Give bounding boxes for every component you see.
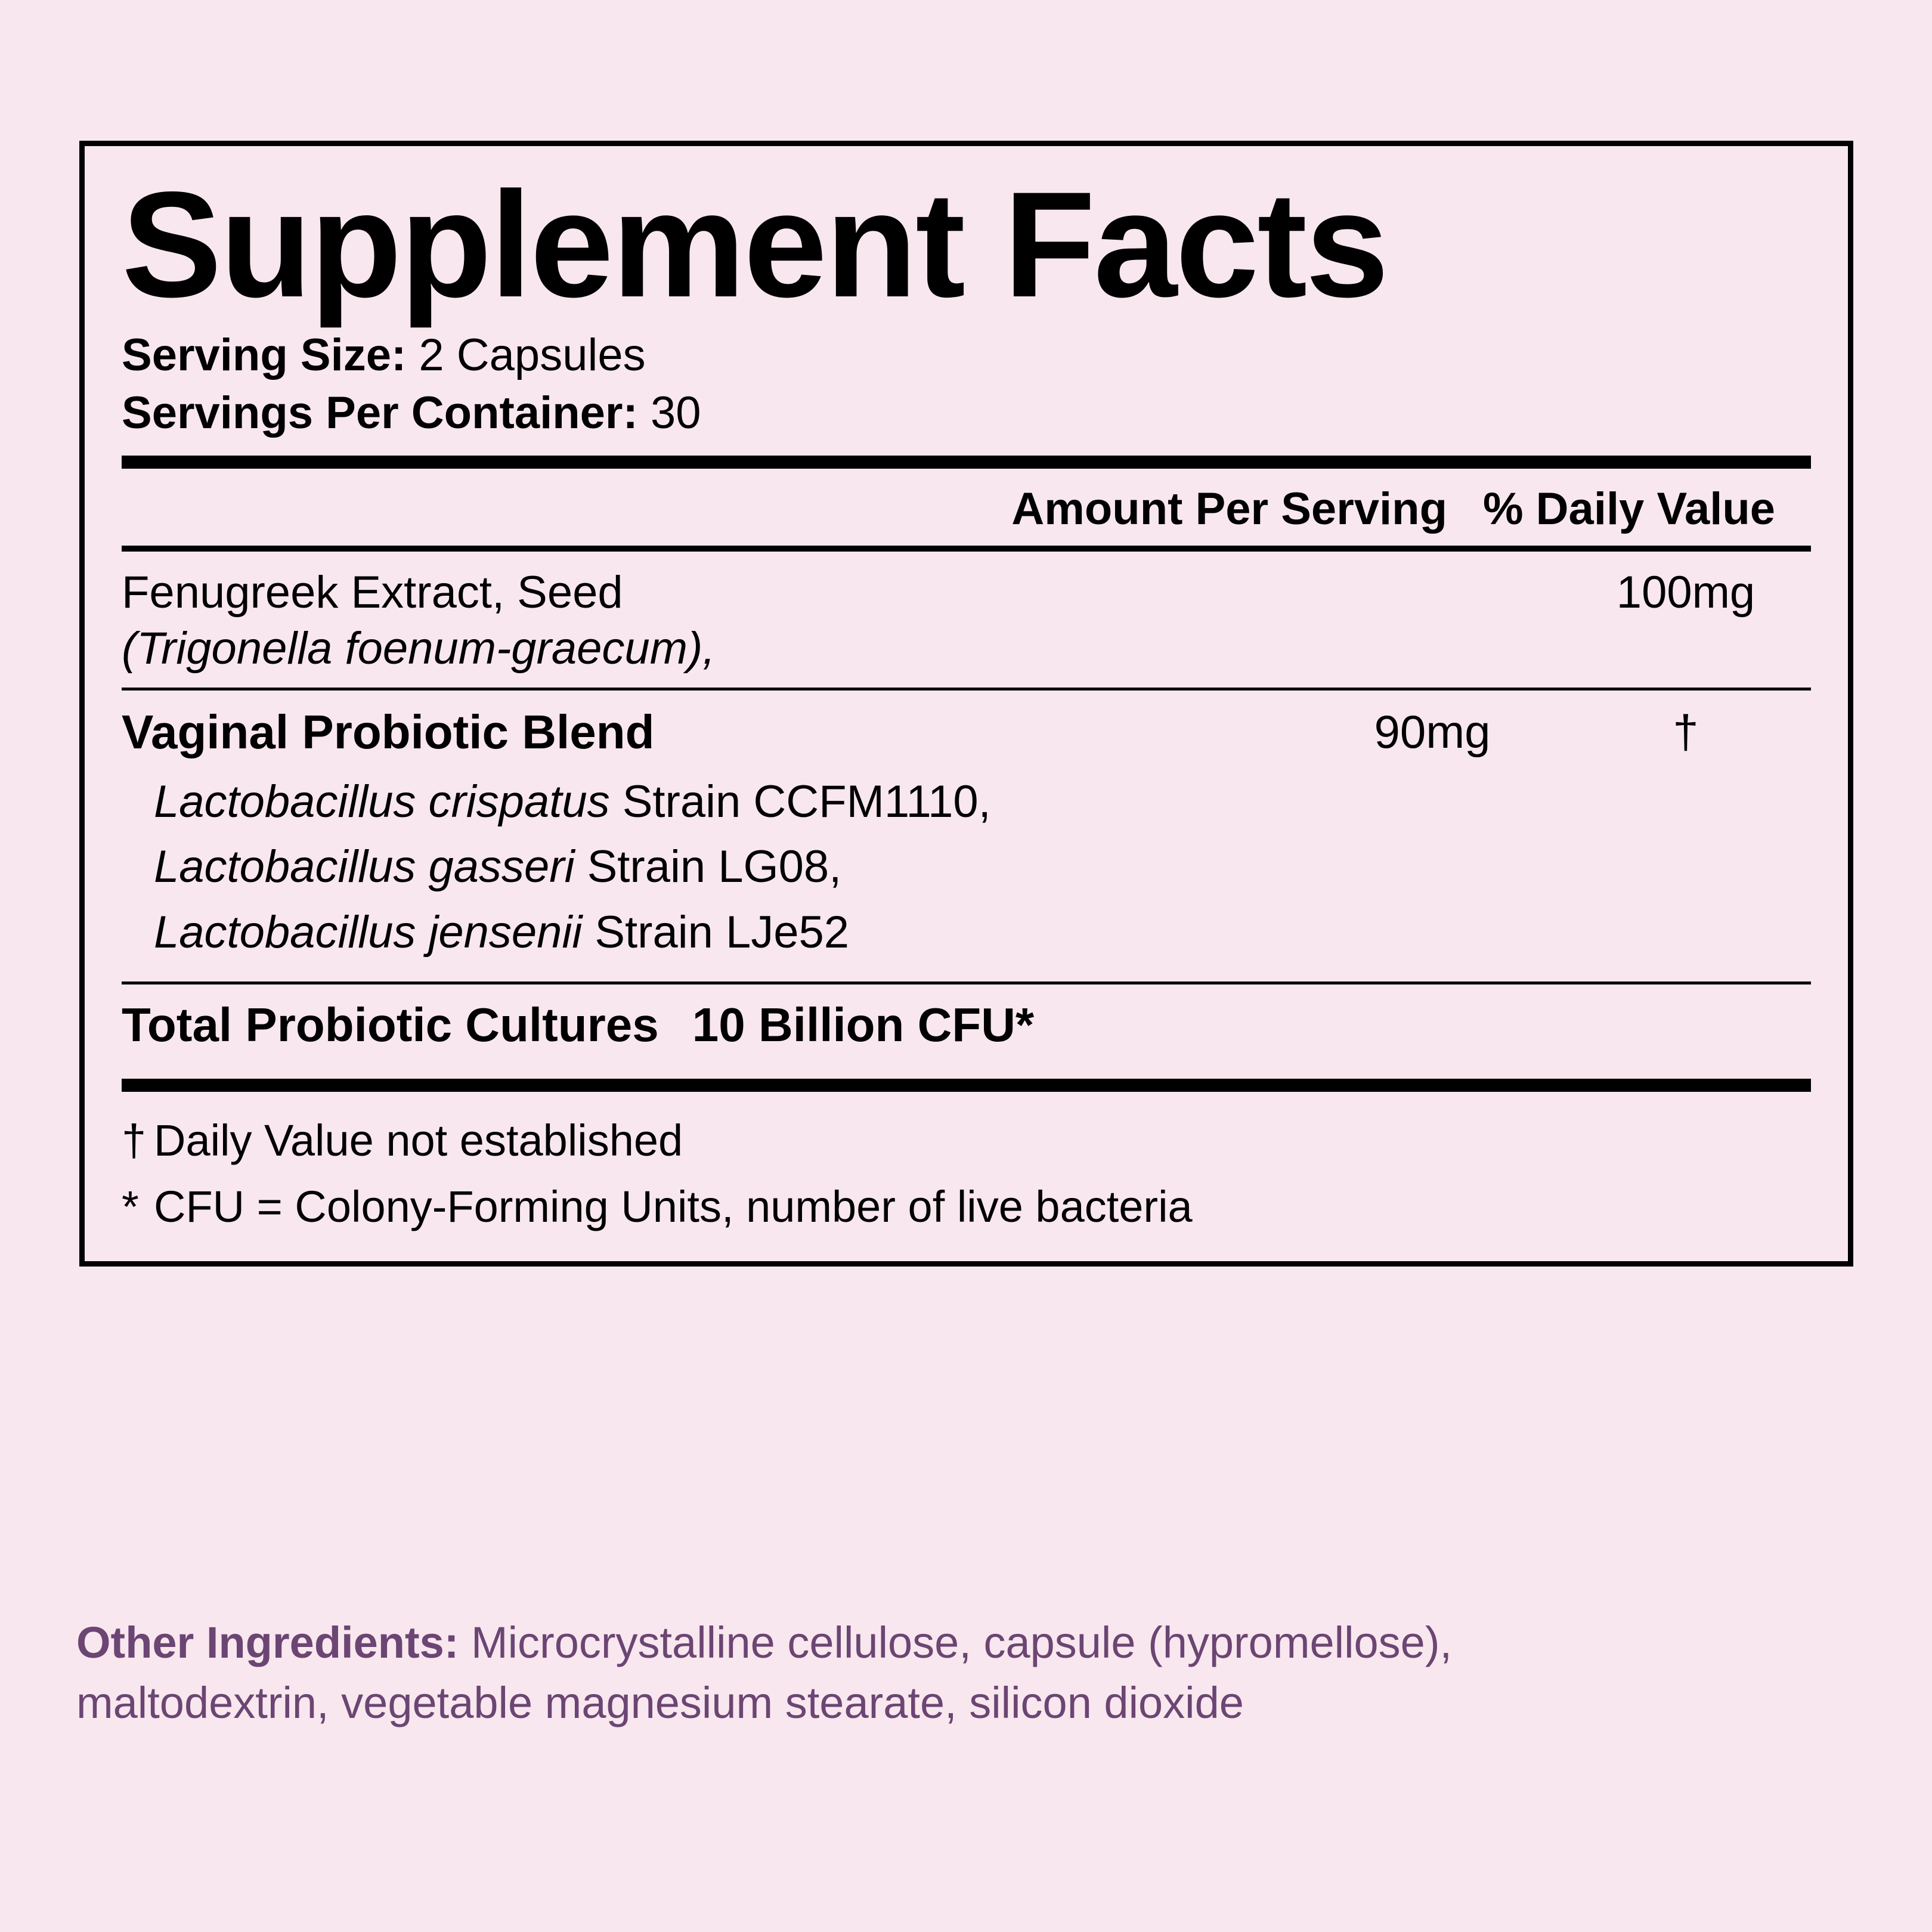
column-header-daily-value: % Daily Value: [1482, 483, 1776, 534]
divider-thick-bottom: [122, 1079, 1811, 1092]
footnote-daily-value: [122, 1107, 1811, 1174]
strain-species: Lactobacillus crispatus: [154, 776, 610, 827]
column-header-amount: Amount Per Serving: [1011, 483, 1447, 534]
strain-code: Strain LJe52: [582, 906, 850, 958]
other-ingredients-text: Microcrystalline cellulose, capsule (hypromellose), maltodextrin, vegetable magnesium stearate, silicon dioxide: [76, 1618, 1453, 1727]
other-ingredients-label: Other Ingredients:: [76, 1618, 459, 1667]
nutrient-daily-value: 100mg: [1616, 566, 1755, 618]
servings-per-container-value: 30: [650, 388, 701, 439]
page-title: Supplement Facts: [122, 161, 1388, 329]
strain-code: Strain CCFM1110,: [609, 776, 991, 827]
table-row: [122, 552, 1811, 688]
nutrient-name: [122, 565, 1304, 677]
total-probiotic-cultures-row: [122, 984, 1811, 1066]
servings-per-container-line: [122, 384, 1811, 442]
footnote-text: CFU = Colony-Forming Units, number of live bacteria: [154, 1182, 1193, 1232]
blend-amount: 90mg: [1374, 705, 1491, 758]
supplement-facts-panel: [79, 141, 1853, 1267]
total-value: 10 Billion CFU*: [692, 998, 1035, 1052]
serving-size-value: 2 Capsules: [419, 330, 646, 380]
total-label: Total Probiotic Cultures: [122, 998, 659, 1052]
strain-list: [122, 763, 1811, 982]
asterisk-icon: *: [122, 1182, 139, 1232]
list-item: [154, 900, 1811, 965]
divider-thick-top: [122, 456, 1811, 469]
footnote-text: Daily Value not established: [154, 1116, 683, 1166]
divider-under-headers: [122, 546, 1811, 552]
blend-daily-value: †: [1673, 705, 1699, 758]
footnote-cfu: [122, 1174, 1811, 1240]
strain-code: Strain LG08,: [574, 841, 842, 893]
column-headers: [122, 469, 1811, 546]
nutrient-name-line1: Fenugreek Extract, Seed: [122, 566, 623, 618]
nutrient-name-line2: (Trigonella foenum-graecum),: [122, 623, 716, 674]
other-ingredients: [76, 1613, 1674, 1733]
blend-row: [122, 691, 1811, 763]
serving-size-label: Serving Size:: [122, 330, 407, 380]
dagger-icon: †: [122, 1116, 147, 1166]
footnotes: [122, 1092, 1811, 1240]
serving-size-line: [122, 326, 1811, 384]
servings-per-container-label: Servings Per Container:: [122, 388, 638, 439]
strain-species: Lactobacillus gasseri: [154, 841, 575, 893]
strain-species: Lactobacillus jensenii: [154, 906, 583, 958]
blend-name: Vaginal Probiotic Blend: [122, 705, 655, 758]
list-item: [154, 834, 1811, 899]
list-item: [154, 769, 1811, 834]
